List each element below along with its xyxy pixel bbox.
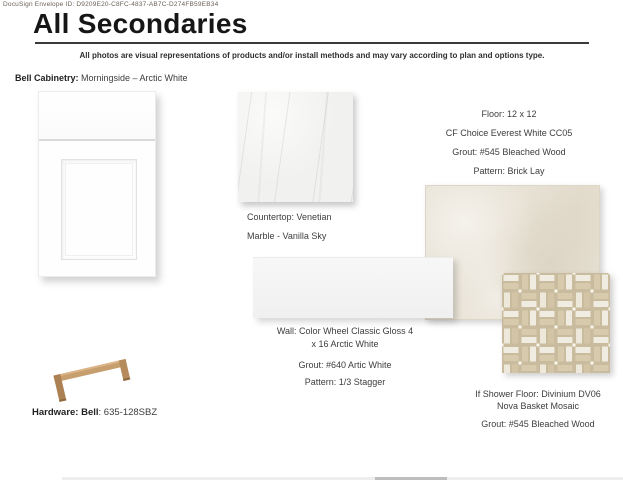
floor-label-line1: Floor: 12 x 12 <box>481 109 537 119</box>
page-title: All Secondaries <box>33 8 248 39</box>
floor-label-line2: CF Choice Everest White CC05 <box>445 128 573 138</box>
cabinet-door-panel-inner <box>65 163 133 256</box>
cabinet-pull-handle-image <box>46 346 138 404</box>
floor-label-line3: Grout: #545 Bleached Wood <box>452 147 566 157</box>
cabinet-drawer-front <box>39 92 155 141</box>
hardware-label-bold: Hardware: Bell <box>32 407 99 418</box>
shower-floor-label-line1: If Shower Floor: Divinium DV06 <box>475 389 601 399</box>
floor-label <box>420 105 598 181</box>
shower-floor-label-line2: Nova Basket Mosaic <box>496 401 580 411</box>
wall-label-line2: x 16 Arctic White <box>311 339 379 349</box>
title-divider <box>35 42 589 44</box>
hardware-label <box>32 407 157 418</box>
shower-floor-label-line3: Grout: #545 Bleached Wood <box>481 419 595 429</box>
cabinet-door-front <box>39 141 155 276</box>
shower-mosaic-sample-image <box>502 273 610 373</box>
wall-label-line3: Grout: #640 Artic White <box>298 360 392 370</box>
wall-label <box>245 325 445 391</box>
cabinet-door-panel <box>61 159 137 260</box>
cabinetry-label <box>15 73 188 83</box>
hardware-label-value: : 635-128SBZ <box>98 407 158 418</box>
countertop-sample-image <box>238 92 353 202</box>
bar-pull-graphic <box>46 346 138 404</box>
floor-label-line4: Pattern: Brick Lay <box>473 166 545 176</box>
wall-tile-sample-image <box>253 257 453 318</box>
countertop-label <box>247 208 332 246</box>
wall-label-line1: Wall: Color Wheel Classic Gloss 4 <box>276 326 414 336</box>
docusign-envelope-id: DocuSign Envelope ID: D9209E20-C8FC-4837-AB7C-D274FB59EB34 <box>3 1 219 8</box>
shower-floor-label <box>452 388 623 429</box>
countertop-label-line1: Countertop: Venetian <box>247 212 332 222</box>
wall-label-line4: Pattern: 1/3 Stagger <box>304 377 386 387</box>
disclaimer-text: All photos are visual representations of products and/or install methods and may vary according to plan and options type. <box>79 51 545 60</box>
cabinet-door-sample-image <box>38 91 156 277</box>
cabinetry-label-bold: Bell Cabinetry: <box>15 73 79 83</box>
cabinetry-label-value: Morningside – Arctic White <box>78 73 188 83</box>
countertop-label-line2: Marble - Vanilla Sky <box>247 231 327 241</box>
basketweave-mosaic-graphic <box>502 273 610 373</box>
